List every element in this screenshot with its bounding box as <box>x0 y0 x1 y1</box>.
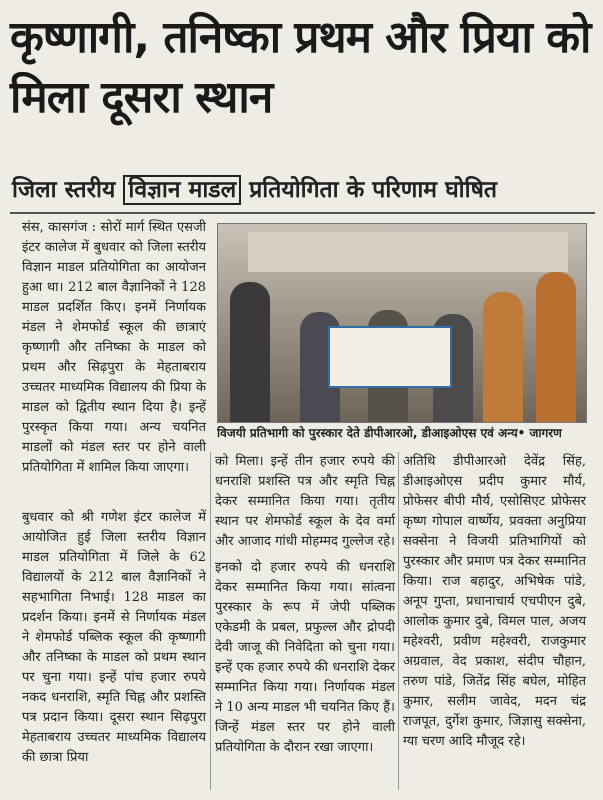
column-divider <box>398 452 399 790</box>
column-divider <box>210 452 211 790</box>
subhead-pre: जिला स्तरीय <box>12 177 124 203</box>
photo-caption: विजयी प्रतिभागी को पुरस्कार देते डीपीआरओ, डीआइओएस एवं अन्य• जागरण <box>217 426 562 440</box>
article-paragraph: को मिला। इन्हें तीन हजार रुपये की धनराशि प्रशस्ति पत्र और स्मृति चिह्न देकर सम्मानित किया गया। तृतीय स्थान पर शेमफोर्ड स्कूल के देव वर्मा और आजाद गांधी मोहम्मद गुल्लेज रहे। <box>215 454 395 549</box>
article-column-left-top <box>22 218 206 484</box>
article-column-middle <box>215 452 395 764</box>
photo-person <box>536 272 576 422</box>
article-column-left-bottom <box>22 508 206 774</box>
event-photo <box>217 223 587 423</box>
photo-banner <box>248 232 568 272</box>
subheadline <box>12 172 592 204</box>
subhead-boxed-keyword: विज्ञान माडल <box>123 175 241 205</box>
article-paragraph: संस, कासगंज : सोरों मार्ग स्थित एसजी इंटर कालेज में बुधवार को जिला स्तरीय विज्ञान माडल प्रतियोगिता का आयोजन हुआ था। 212 बाल वैज्ञानिकों ने 128 माडल प्रदर्शित किए। इनमें निर्णायक मंडल ने शेमफोर्ड स्कूल की छात्राएं कृष्णागी और तनिष्का के माडल को प्रथम और सिढ़पुरा के मेहताबराय उच्चतर माध्यमिक विद्यालय की प्रिया के माडल को द्वितीय स्थान दिया है। इन्हें पुरस्कृत किया गया। अन्य चयनित माडलों को मंडल स्तर पर होने वाली प्रतियोगिता में शामिल किया जाएगा। <box>22 220 206 475</box>
article-paragraph: इनको दो हजार रुपये की धनराशि देकर सम्मानित किया गया। सांत्वना पुरस्कार के रूप में जेपी पब्लिक एकेडमी के प्रबल, प्रफुल्ल और द्रोपदी देवी जाजू की निवेदिता को चुना गया। इन्हें एक हजार रुपये की धनराशि देकर सम्मानित किया गया। निर्णायक मंडल ने 10 अन्य माडल भी चयनित किए हैं। जिन्हें मंडल स्तर पर होने वाली प्रतियोगिता के दौरान रखा जाएगा। <box>215 560 395 755</box>
photo-cheque <box>328 326 452 388</box>
header-divider <box>10 212 595 214</box>
photo-person <box>230 282 270 422</box>
headline: कृष्णागी, तनिष्का प्रथम और प्रिया को मिला दूसरा स्थान <box>10 12 591 123</box>
photo-person <box>483 292 523 422</box>
subhead-post: प्रतियोगिता के परिणाम घोषित <box>241 177 497 203</box>
article-column-right <box>403 452 586 758</box>
article-paragraph: बुधवार को श्री गणेश इंटर कालेज में आयोजित हुई जिला स्तरीय विज्ञान माडल प्रतियोगिता में जिले के 62 विद्यालयों के 212 बाल वैज्ञानिकों ने सहभागिता निभाई। 128 माडल का प्रदर्शन किया। इनमें से निर्णायक मंडल ने शेमफोर्ड पब्लिक स्कूल की कृष्णागी और तनिष्का के माडल को प्रथम स्थान पर चुना गया। इन्हें पांच हजार रुपये नकद धनराशि, स्मृति चिह्न और प्रशस्ति पत्र प्रदान किया। दूसरा स्थान सिढ़पुरा मेहताबराय उच्चतर माध्यमिक विद्यालय की छात्रा प्रिया <box>22 510 206 765</box>
article-paragraph: अतिथि डीपीआरओ देवेंद्र सिंह, डीआइओएस प्रदीप कुमार मौर्य, प्रोफेसर बीपी मौर्य, एसोसिएट प्रोफेसर कृष्ण गोपाल वार्ष्णेय, प्रवक्ता अनुप्रिया सक्सेना ने विजयी प्रतिभागियों को पुरस्कार और प्रमाण पत्र देकर सम्मानित किया। राज बहादुर, अभिषेक पांडे, अनूप गुप्ता, प्रधानाचार्य एचपीएन दुबे, आलोक कुमार दुबे, विमल पाल, अजय महेश्वरी, प्रवीण महेश्वरी, राजकुमार अग्रवाल, वेद प्रकाश, संदीप चौहान, तरुण पांडे, जितेंद्र सिंह बघेल, मोहित कुमार, सलीम जावेद, मदन चंद्र राजपूत, दुर्गेश कुमार, जिज्ञासु सक्सेना, ग्या चरण आदि मौजूद रहे। <box>403 454 586 749</box>
